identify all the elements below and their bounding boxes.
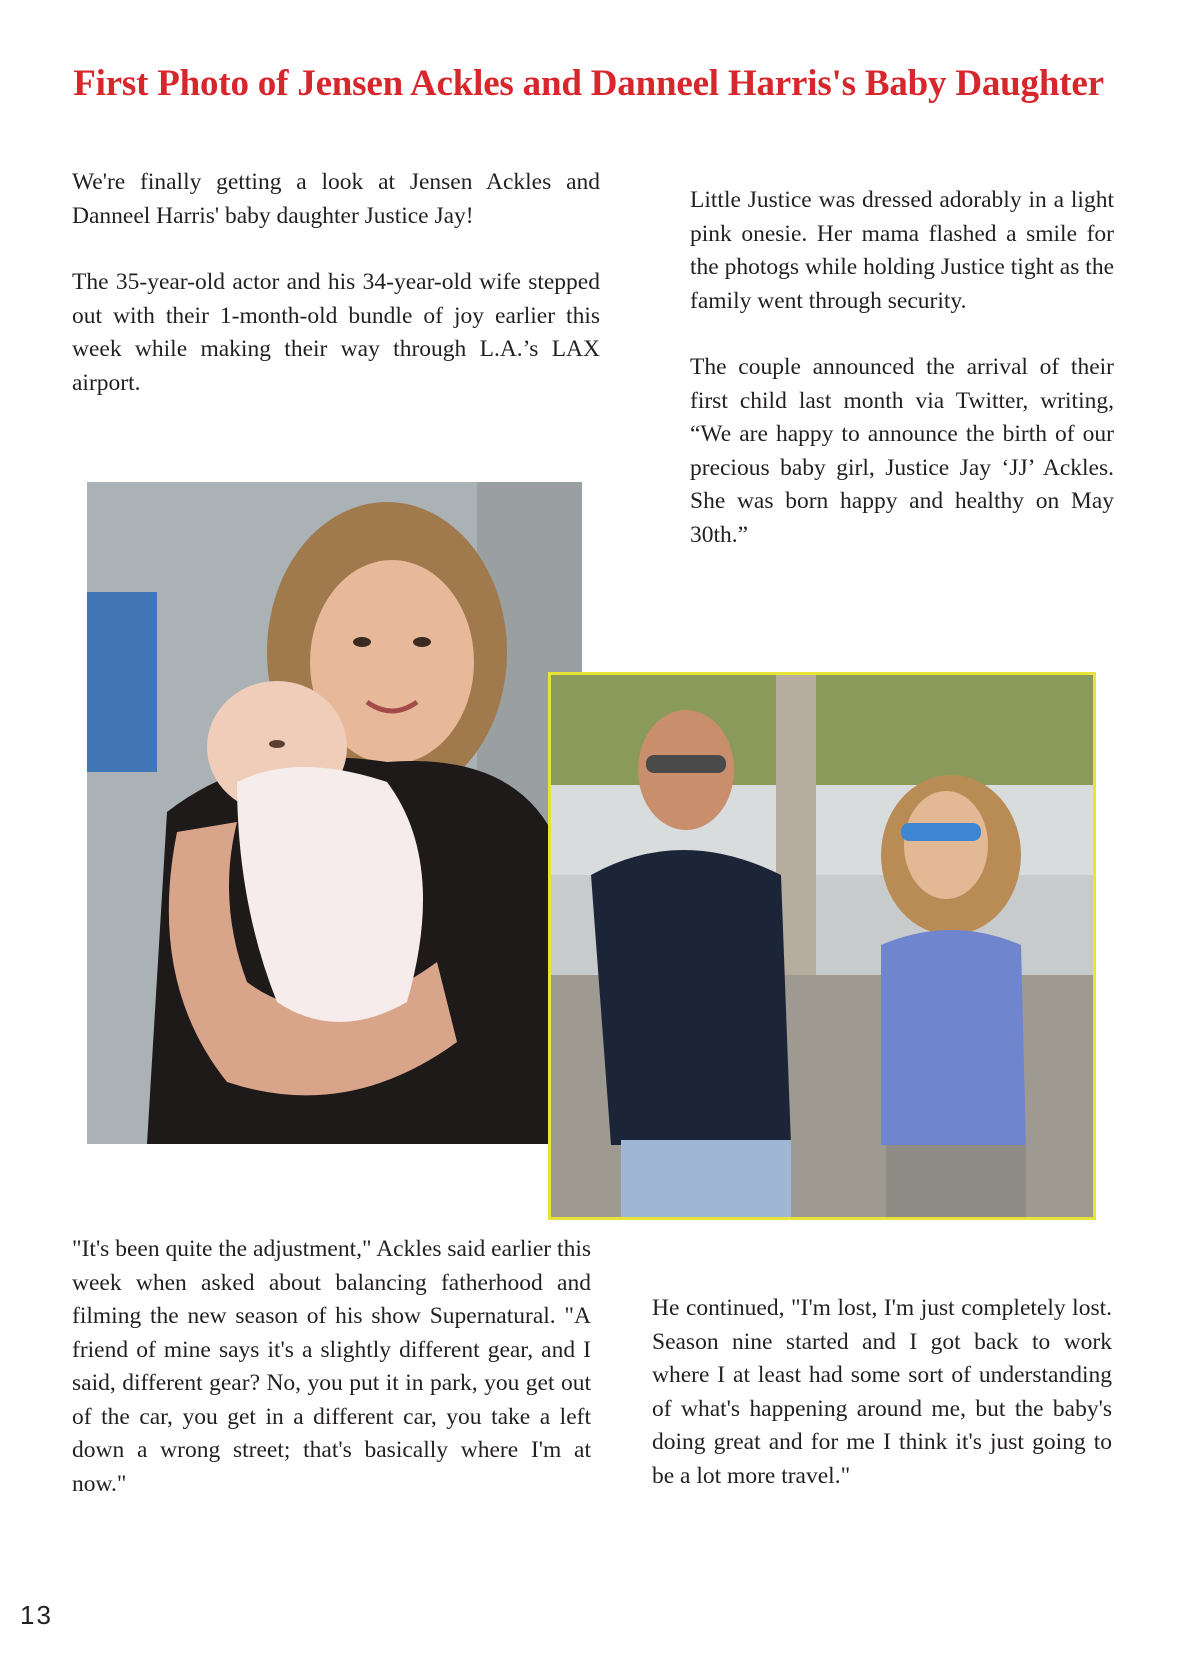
paragraph-airport: The 35-year-old actor and his 34-year-old wife stepped out with their 1-month-old bundle of joy earlier this week while making their way through L.A.’s LAX airport. [72, 269, 600, 396]
paragraph-intro: We're finally getting a look at Jensen Ackles and Danneel Harris' baby daughter Justice Jay! [72, 169, 600, 229]
paragraph-onesie: Little Justice was dressed adorably in a light pink onesie. Her mama flashed a smile for the photogs while holding Justice tight as the family went through security. [690, 187, 1114, 314]
photo-couple-walking-illustration [551, 675, 1093, 1217]
article-column-2 [690, 184, 1114, 552]
article-column-4 [652, 1292, 1112, 1493]
paragraph-continued-quote: He continued, "I'm lost, I'm just completely lost. Season nine started and I got back to work where I at least had some sort of understanding of what's happening around me, but the baby's doing great and for me I think it's just going to be a lot more travel." [652, 1295, 1112, 1489]
page-number: 13 [20, 1600, 53, 1630]
photo-couple-walking [548, 672, 1096, 1220]
paragraph-adjustment-quote: "It's been quite the adjustment," Ackles said earlier this week when asked about balancing fatherhood and filming the new season of his show Supernatural. "A friend of mine says it's a slightly different gear, and I said, different gear? No, you put it in park, you get out of the car, you get in a different car, you take a left down a wrong street; that's basically where I'm at now." [72, 1236, 591, 1497]
paragraph-announcement: The couple announced the arrival of their first child last month via Twitter, writing, “We are happy to announce the birth of our precious baby girl, Justice Jay ‘JJ’ Ackles. She was born happy and healthy on May 30th.” [690, 354, 1114, 548]
article-headline: First Photo of Jensen Ackles and Danneel Harris's Baby Daughter [73, 63, 1104, 104]
photo-mother-with-baby [87, 482, 582, 1144]
article-column-1 [72, 166, 600, 400]
article-column-3 [72, 1233, 591, 1501]
photo-mother-with-baby-illustration [87, 482, 582, 1144]
